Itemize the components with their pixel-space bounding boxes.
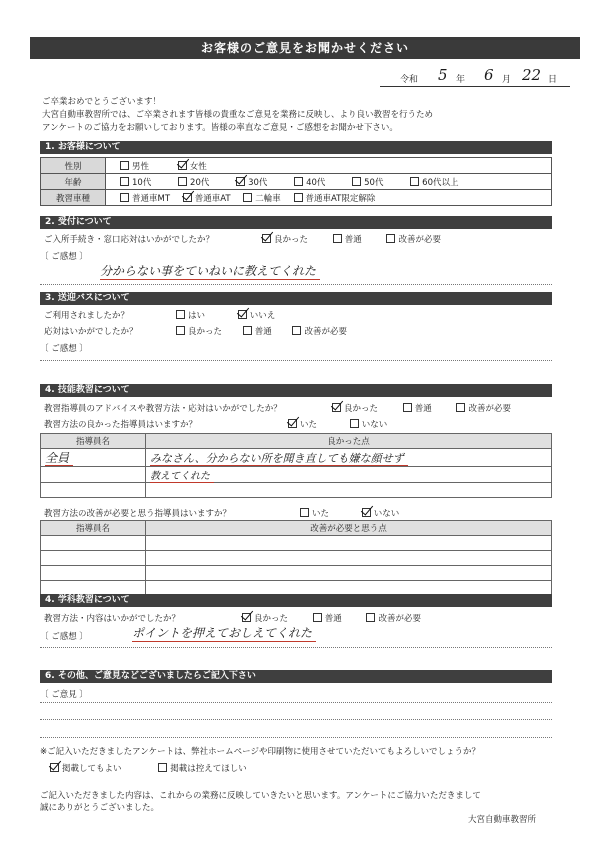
date-month-unit: 月 xyxy=(502,75,512,85)
bad-head-name: 指導員名 xyxy=(41,521,146,536)
good-point-cell-1[interactable] xyxy=(146,449,552,467)
checkbox-lecture-improve[interactable] xyxy=(366,613,375,622)
gender-female-option[interactable]: 女性 xyxy=(178,160,207,172)
checkbox-mt[interactable] xyxy=(120,193,129,202)
other-line-2[interactable] xyxy=(40,719,552,720)
car-row xyxy=(41,190,552,206)
skill-advice-options xyxy=(332,402,521,414)
age-10s-option[interactable]: 10代 xyxy=(120,176,151,188)
reception-normal-option[interactable]: 普通 xyxy=(333,233,362,245)
bus-comment-line xyxy=(40,360,552,361)
consent-yes-option[interactable]: 掲載してもよい xyxy=(50,762,122,774)
good-instructor-options xyxy=(288,418,397,430)
gender-options xyxy=(106,158,552,174)
good-head-point: 良かった点 xyxy=(146,434,552,449)
gender-label: 性別 xyxy=(41,158,106,174)
checkbox-skill-normal[interactable] xyxy=(403,403,412,412)
checkbox-good-no[interactable] xyxy=(350,419,359,428)
skill-improve-option[interactable]: 改善が必要 xyxy=(456,402,511,414)
checkbox-40s[interactable] xyxy=(294,177,303,186)
page-title: お客様のご意見をお聞かせください xyxy=(30,37,580,59)
bad-table-row xyxy=(41,551,552,566)
reception-good-option[interactable]: 良かった xyxy=(262,233,308,245)
checkbox-good-yes[interactable] xyxy=(288,419,297,428)
checkbox-bus-normal[interactable] xyxy=(243,326,252,335)
checkbox-reception-normal[interactable] xyxy=(333,234,342,243)
bus-use-question: ご利用されましたか？ xyxy=(44,311,130,321)
car-mt-option[interactable]: 普通車MT xyxy=(120,192,170,204)
date-day-unit: 日 xyxy=(548,75,558,85)
other-line-3[interactable] xyxy=(40,737,552,738)
bad-table-row xyxy=(41,566,552,581)
lecture-comment[interactable]: ポイントを押えておしえてくれた xyxy=(132,624,316,642)
car-options xyxy=(106,190,552,206)
consent-options xyxy=(50,762,257,774)
checkbox-10s[interactable] xyxy=(120,177,129,186)
date-month-value[interactable]: 6 xyxy=(484,66,494,84)
good-name: 全員 xyxy=(45,451,73,466)
reception-comment[interactable]: 分からない事をていねいに教えてくれた xyxy=(100,262,320,280)
good-point-line-1: みなさん、分からない所を聞き直しても嫌な顔せず xyxy=(150,452,408,466)
reception-comment-line xyxy=(40,284,552,285)
checkbox-bus-improve[interactable] xyxy=(292,326,301,335)
checkbox-50s[interactable] xyxy=(352,177,361,186)
thanks-line-1: ご記入いただきました内容は、これからの業務に反映していきたいと思います。アンケートにご協力いただきまして xyxy=(40,791,481,801)
checkbox-male[interactable] xyxy=(120,161,129,170)
good-table-head xyxy=(41,434,552,449)
bus-use-options xyxy=(176,309,285,321)
good-head-name: 指導員名 xyxy=(41,434,146,449)
skill-good-option[interactable]: 良かった xyxy=(332,402,378,414)
age-40s-option[interactable]: 40代 xyxy=(294,176,325,188)
checkbox-lecture-good[interactable] xyxy=(242,613,251,622)
good-name-cell-empty[interactable] xyxy=(41,467,146,483)
date-line xyxy=(380,66,580,88)
section-2-header: 2. 受付について xyxy=(40,216,552,229)
bad-instructor-table xyxy=(40,520,552,596)
intro-line-3: アンケートのご協力をお願いしております。皆様の率直なご意見・ご感想をお聞かせ下さい。 xyxy=(42,123,398,133)
lecture-options xyxy=(242,612,431,624)
checkbox-consent-yes[interactable] xyxy=(50,763,59,772)
consent-no-option[interactable]: 掲載は控えてほしい xyxy=(158,762,247,774)
good-instructor-question: 教習方法の良かった指導員はいますか？ xyxy=(44,420,198,430)
customer-table xyxy=(40,157,552,206)
checkbox-at[interactable] xyxy=(183,193,192,202)
checkbox-60s[interactable] xyxy=(410,177,419,186)
bad-head-point: 改善が必要と思う点 xyxy=(146,521,552,536)
section-3-header: 3. 送迎バスについて xyxy=(40,292,552,305)
consent-question: ※ご記入いただきましたアンケートは、弊社ホームページや印刷物に使用させていただいてもよろしいでしょうか？ xyxy=(40,747,480,757)
reception-question: ご入所手続き・窓口応対はいかがでしたか？ xyxy=(44,235,215,245)
car-label: 教習車種 xyxy=(41,190,106,206)
checkbox-bus-yes[interactable] xyxy=(176,310,185,319)
other-comment-label: 〔 ご意見 〕 xyxy=(40,690,88,700)
checkbox-female[interactable] xyxy=(178,161,187,170)
lecture-comment-label: 〔 ご感想 〕 xyxy=(40,632,88,642)
checkbox-30s[interactable] xyxy=(236,177,245,186)
section-5-header: 4. 学科教習について xyxy=(40,594,552,607)
car-at-option[interactable]: 普通車AT xyxy=(183,192,231,204)
checkbox-20s[interactable] xyxy=(178,177,187,186)
good-name-cell-empty[interactable] xyxy=(41,483,146,498)
bad-instructor-yes[interactable]: いた xyxy=(300,507,329,519)
bus-service-question: 応対はいかがでしたか？ xyxy=(44,327,138,337)
age-options xyxy=(106,174,552,190)
reception-improve-option[interactable]: 改善が必要 xyxy=(386,233,441,245)
other-line-1[interactable] xyxy=(40,702,552,703)
lecture-normal-option[interactable]: 普通 xyxy=(313,612,342,624)
car-at-release-option[interactable]: 普通車AT限定解除 xyxy=(294,192,376,204)
good-point-cell-empty[interactable] xyxy=(146,483,552,498)
good-name-cell[interactable] xyxy=(41,449,146,467)
checkbox-moto[interactable] xyxy=(243,193,252,202)
bus-use-no-option[interactable]: いいえ xyxy=(238,309,276,321)
thanks-line-2: 誠にありがとうございました。 xyxy=(40,803,160,813)
age-50s-option[interactable]: 50代 xyxy=(352,176,383,188)
age-60s-option[interactable]: 60代以上 xyxy=(410,176,458,188)
date-era: 令和 xyxy=(400,75,419,85)
checkbox-at-release[interactable] xyxy=(294,193,303,202)
checkbox-bus-good[interactable] xyxy=(176,326,185,335)
good-table-row xyxy=(41,449,552,467)
skill-advice-question: 教習指導員のアドバイスや教習方法・応対はいかがでしたか？ xyxy=(44,404,282,414)
age-row xyxy=(41,174,552,190)
lecture-question: 教習方法・内容はいかがでしたか？ xyxy=(44,614,181,624)
bus-use-yes-option[interactable]: はい xyxy=(176,309,205,321)
gender-male-option[interactable]: 男性 xyxy=(120,160,149,172)
section-6-header: 6. その他、ご意見などございましたらご記入下さい xyxy=(40,670,552,683)
good-table-row xyxy=(41,483,552,498)
bad-name-cell[interactable] xyxy=(41,566,146,581)
age-30s-option[interactable]: 30代 xyxy=(236,176,267,188)
date-day-value[interactable]: 22 xyxy=(522,66,542,84)
intro-line-1: ご卒業おめでとうございます！ xyxy=(42,97,162,107)
checkbox-reception-improve[interactable] xyxy=(386,234,395,243)
date-year-unit: 年 xyxy=(456,75,466,85)
age-label: 年齢 xyxy=(41,174,106,190)
age-20s-option[interactable]: 20代 xyxy=(178,176,209,188)
intro-line-2: 大宮自動車教習所では、ご卒業されます皆様の貴重なご意見を業務に反映し、より良い教習を行うため xyxy=(42,110,434,120)
good-point-line-2: 教えてくれた xyxy=(150,471,214,483)
good-point-cell-2[interactable] xyxy=(146,467,552,483)
bus-improve-option[interactable]: 改善が必要 xyxy=(292,325,347,337)
bad-table-head xyxy=(41,521,552,536)
checkbox-skill-improve[interactable] xyxy=(456,403,465,412)
section-1-header: 1. お客様について xyxy=(40,141,552,154)
bad-point-cell[interactable] xyxy=(146,551,552,566)
reception-comment-label: 〔 ご感想 〕 xyxy=(40,252,88,262)
checkbox-bus-no[interactable] xyxy=(238,310,247,319)
checkbox-lecture-normal[interactable] xyxy=(313,613,322,622)
bus-good-option[interactable]: 良かった xyxy=(176,325,222,337)
checkbox-reception-good[interactable] xyxy=(262,234,271,243)
bus-comment-label: 〔 ご感想 〕 xyxy=(40,344,88,354)
good-instructor-table xyxy=(40,433,552,498)
good-table-row xyxy=(41,467,552,483)
date-year-value[interactable]: 5 xyxy=(438,66,448,84)
bus-normal-option[interactable]: 普通 xyxy=(243,325,272,337)
car-moto-option[interactable]: 二輪車 xyxy=(243,192,281,204)
intro-text xyxy=(42,96,582,135)
bus-service-options xyxy=(176,325,357,337)
reception-options xyxy=(262,233,451,245)
gender-row xyxy=(41,158,552,174)
school-name: 大宮自動車教習所 xyxy=(468,815,537,825)
bad-point-cell[interactable] xyxy=(146,566,552,581)
section-4-header: 4. 技能教習について xyxy=(40,384,552,397)
bad-instructor-question: 教習方法の改善が必要と思う指導員はいますか？ xyxy=(44,509,232,519)
checkbox-consent-no[interactable] xyxy=(158,763,167,772)
thanks-text xyxy=(40,790,580,814)
date-underline xyxy=(380,86,570,87)
lecture-comment-line xyxy=(40,647,552,648)
good-instructor-yes[interactable]: いた xyxy=(288,418,317,430)
lecture-good-option[interactable]: 良かった xyxy=(242,612,288,624)
checkbox-skill-good[interactable] xyxy=(332,403,341,412)
skill-normal-option[interactable]: 普通 xyxy=(403,402,432,414)
bad-point-cell[interactable] xyxy=(146,536,552,551)
checkbox-bad-yes[interactable] xyxy=(300,508,309,517)
bad-name-cell[interactable] xyxy=(41,536,146,551)
bad-name-cell[interactable] xyxy=(41,551,146,566)
bad-instructor-no[interactable]: いない xyxy=(362,507,400,519)
good-instructor-no[interactable]: いない xyxy=(350,418,388,430)
lecture-improve-option[interactable]: 改善が必要 xyxy=(366,612,421,624)
bad-table-row xyxy=(41,536,552,551)
checkbox-bad-no[interactable] xyxy=(362,508,371,517)
bad-instructor-options xyxy=(300,507,409,519)
